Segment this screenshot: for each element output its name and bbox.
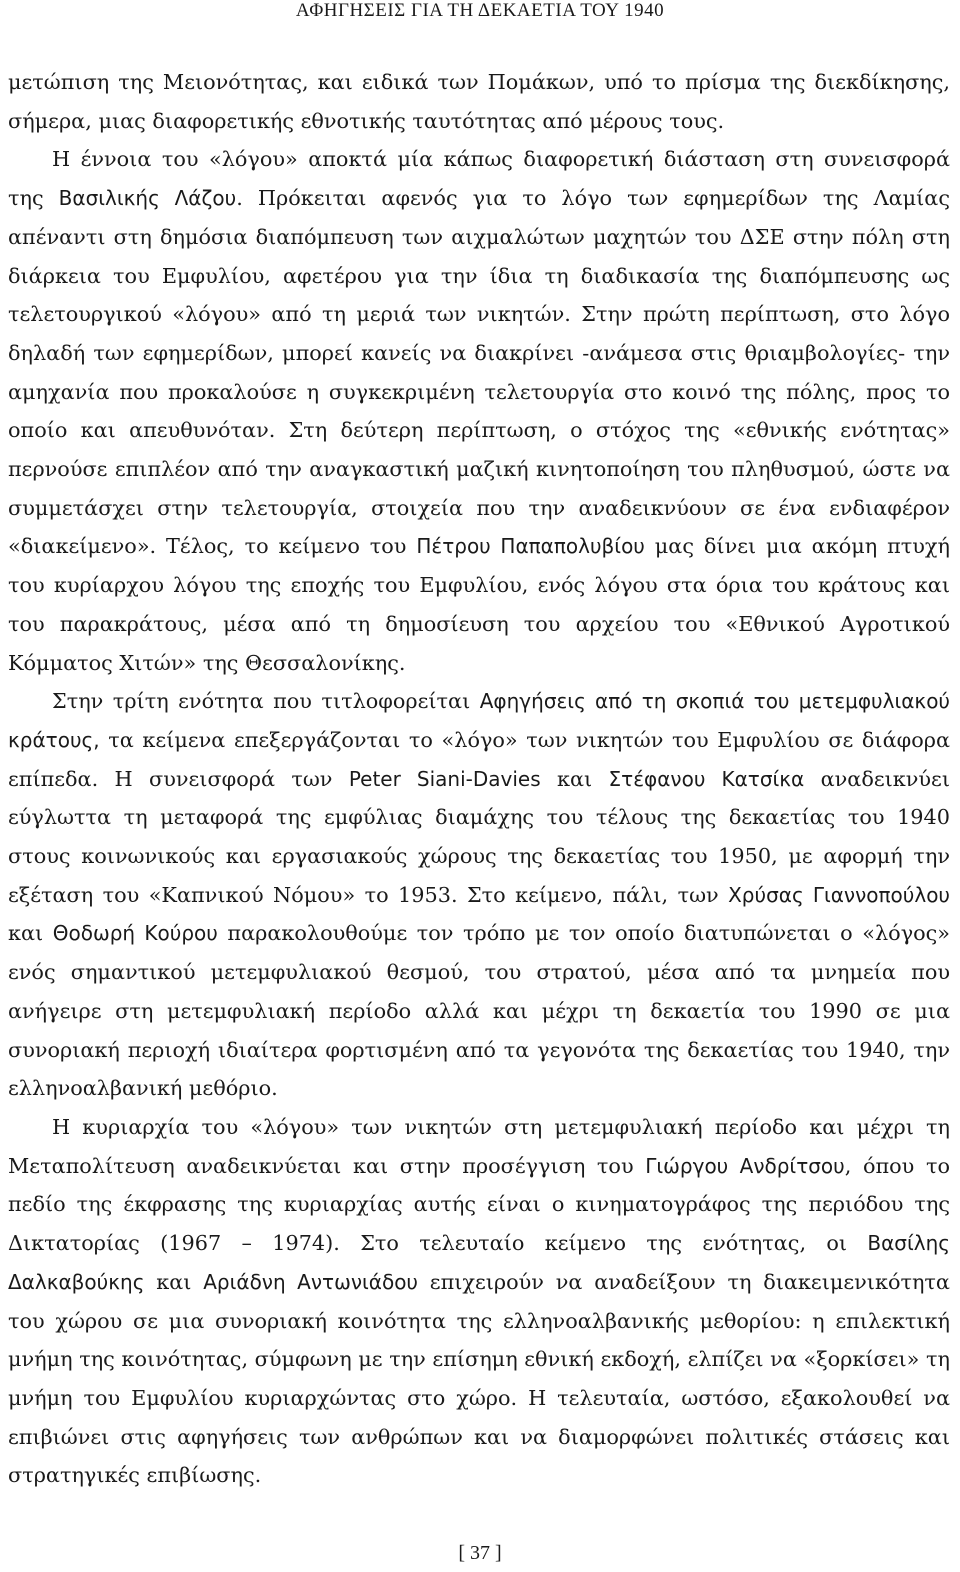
- author-name: Χρύσας Γιαννοπούλου: [728, 882, 951, 907]
- author-name: Peter Siani-Davies: [348, 766, 541, 791]
- paragraph-text: και: [144, 1269, 204, 1294]
- paragraph-third-section: [8, 682, 950, 1108]
- paragraph-text: Η έννοια του «λόγου» αποκτά μία κάπως διαφορετική διάσταση στη συνεισφορά της: [8, 147, 950, 211]
- paragraph-text: μας δίνει μια ακόμη πτυχή του κυρίαρχου λόγου της εποχής του Εμφυλίου, ενός λόγου στα όρια του κράτους και του παρακράτους, μέσα από τη δημοσίευση του αρχείου του «Εθνικού Αγροτικού Κόμματος Χιτών» της Θεσσαλονίκης.: [8, 534, 950, 675]
- author-name: Γιώργου Ανδρίτσου: [645, 1153, 845, 1178]
- paragraph-text: επιχειρούν να αναδείξουν τη διακειμενικότητα του χώρου σε μια συνοριακή κοινότητα της ελληνοαλβανικής μεθορίου: η επιλεκτική μνήμη της κοινότητας, σύμφωνη με την επίσημη εθνική εκδοχή, ελπίζει να «ξορκίσει» τη μνήμη του Εμφυλίου κυριαρχώντας στο χώρο. Η τελευταία, ωστόσο, εξακολουθεί να επιβιώνει στις αφηγήσεις των ανθρώπων και να διαμορφώνει πολιτικές στάσεις και στρατηγικές επιβίωσης.: [8, 1269, 950, 1488]
- author-name: Πέτρου Παπαπολυβίου: [416, 534, 645, 559]
- paragraph-continuation: [8, 63, 950, 140]
- paragraph-text: παρακολουθούμε τον τρόπο με τον οποίο διατυπώνεται ο «λόγος» ενός σημαντικού μετεμφυλιακού θεσμού, του στρατού, μέσα από τα μνημεία που ανήγειρε στη μετεμφυλιακή περίοδο αλλά και μέχρι τη δεκαετία του 1990 σε μια συνοριακή περιοχή ιδιαίτερα φορτισμένη από τα γεγονότα της δεκαετίας του 1940, την ελληνοαλβανική μεθόριο.: [8, 921, 951, 1101]
- author-name: Θοδωρή Κούρου: [52, 921, 218, 946]
- paragraph-text: μετώπιση της Μειονότητας, και ειδικά των Πομάκων, υπό το πρίσμα της διεκδίκησης, σήμερα, μιας διαφορετικής εθνοτικής ταυτότητας από μέρους τους.: [8, 70, 950, 133]
- page-number: [ 37 ]: [458, 1542, 502, 1564]
- paragraph-dominance: [8, 1108, 950, 1495]
- paragraph-text: Η κυριαρχία του «λόγου» των νικητών στη μετεμφυλιακή περίοδο και μέχρι τη Μεταπολίτευση αναδεικνύεται και στην προσέγγιση του: [8, 1114, 950, 1178]
- author-name: Αριάδνη Αντωνιάδου: [203, 1269, 418, 1294]
- paragraph-text: . Πρόκειται αφενός για το λόγο των εφημερίδων της Λαμίας απέναντι στη δημόσια διαπόμπευση των αιχμαλώτων μαχητών του ΔΣΕ στην πόλη στη διάρκεια του Εμφυλίου, αφετέρου για την ίδια τη διαδικασία της διαπόμπευσης ως τελετουργικού «λόγου» από τη μεριά των νικητών. Στην πρώτη περίπτωση, στο λόγο δηλαδή των εφημερίδων, μπορεί κανείς να διακρίνει -ανάμεσα στις θριαμβολογίες- την αμηχανία που προκαλούσε η συγκεκριμένη τελετουργία στο κοινό της πόλης, προς το οποίο και απευθυνόταν. Στη δεύτερη περίπτωση, ο στόχος της «εθνικής ενότητας» περνούσε επιπλέον από την αναγκαστική μαζική κινητοποίηση του πληθυσμού, ώστε να συμμετάσχει στην τελετουργία, στοιχεία που την αναδεικνύουν σε ένα ενδιαφέρον «διακείμενο». Τέλος, το κείμενο του: [8, 186, 950, 559]
- author-name: Στέφανου Κατσίκα: [608, 766, 805, 791]
- paragraph-lazou: [8, 140, 950, 682]
- body-text: [8, 63, 950, 1495]
- running-header: ΑΦΗΓΗΣΕΙΣ ΓΙΑ ΤΗ ΔΕΚΑΕΤΙΑ ΤΟΥ 1940: [295, 0, 665, 21]
- paragraph-text: τα κείμενα επεξεργάζονται το «λόγο» των νικητών του Εμφυλίου σε διάφορα επίπεδα. Η συνεισφορά των: [8, 727, 950, 791]
- paragraph-text: και: [8, 921, 53, 946]
- section-title: Αφηγήσεις από τη σκοπιά του μετεμφυλιακού κράτους,: [8, 689, 951, 752]
- paragraph-text: Στην τρίτη ενότητα που τιτλοφορείται: [52, 689, 480, 714]
- paragraph-text: αναδεικνύει εύγλωττα τη μεταφορά της εμφύλιας διαμάχης του τέλους της δεκαετίας του 1940 στους κοινωνικούς και εργασιακούς χώρους της δεκαετίας του 1950, με αφορμή την εξέταση του «Καπνικού Νόμου» το 1953. Στο κείμενο, πάλι, των: [8, 766, 950, 907]
- paragraph-text: , όπου το πεδίο της έκφρασης της κυριαρχίας αυτής είναι ο κινηματογράφος της περιόδου της Δικτατορίας (1967 – 1974). Στο τελευταίο κείμενο της ενότητας, οι: [8, 1153, 950, 1256]
- paragraph-text: και: [540, 766, 609, 791]
- author-name: Βασίλης Δαλκαβούκης: [8, 1231, 950, 1294]
- author-name: Βασιλικής Λάζου: [58, 186, 237, 211]
